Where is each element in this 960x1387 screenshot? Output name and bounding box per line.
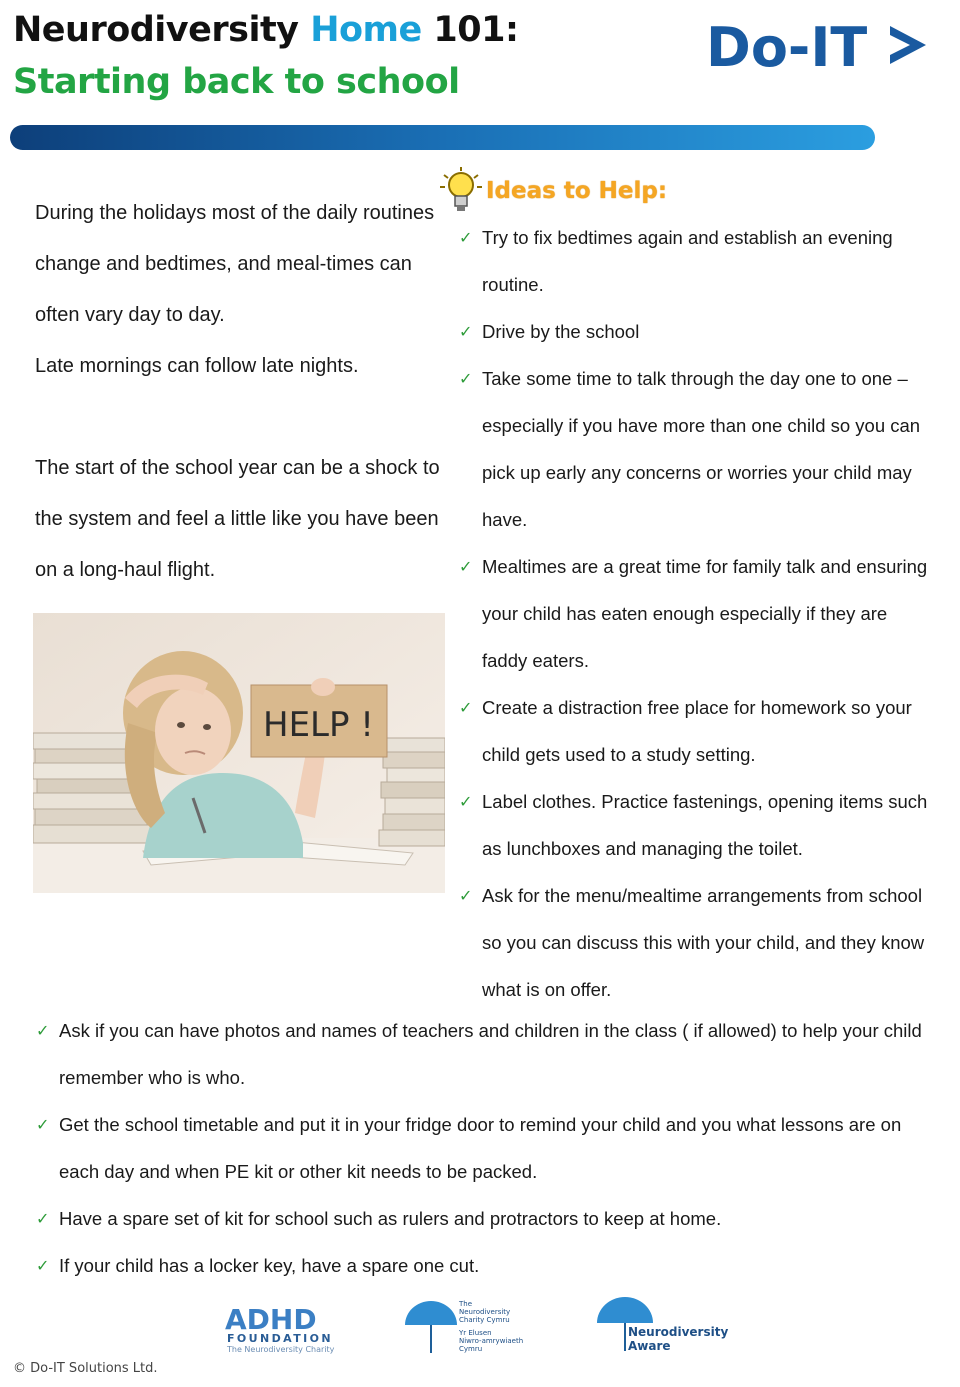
checkmark-icon: ✓ [459, 228, 473, 247]
checkmark-icon: ✓ [459, 886, 473, 905]
ideas-list-right [459, 214, 929, 1013]
tip-item [36, 1195, 926, 1242]
partner-logos [225, 1295, 735, 1365]
tip-text: Get the school timetable and put it in your fridge door to remind your child and you what lessons are on each day and when PE kit or other kit needs to be packed. [59, 1114, 902, 1182]
intro-para-2: Late mornings can follow late nights. [35, 355, 359, 377]
tip-text: Take some time to talk through the day one to one – especially if you have more than one child so you can pick up early any concerns or worries your child may have. [482, 368, 921, 530]
book-stack-right [379, 738, 445, 846]
checkmark-icon: ✓ [459, 698, 473, 717]
checkmark-icon: ✓ [36, 1021, 50, 1040]
header-divider-bar [10, 125, 875, 150]
cymru-line3: Charity Cymru [459, 1316, 510, 1324]
checkmark-icon: ✓ [36, 1209, 50, 1228]
tip-item [36, 1242, 926, 1289]
cymru-line6: Cymru [459, 1345, 483, 1353]
title-part2: 101: [421, 10, 519, 50]
page-subtitle: Starting back to school [13, 62, 460, 102]
cymru-line5: Niwro-amrywiaeth [459, 1337, 524, 1345]
ideas-list-bottom [36, 1007, 926, 1289]
girl-with-help-sign-photo [33, 613, 445, 893]
copyright-notice: © Do-IT Solutions Ltd. [13, 1361, 158, 1376]
title-part1: Neurodiversity [13, 10, 311, 50]
adhd-logo-sub1: FOUNDATION [227, 1332, 333, 1345]
photo-illustration [33, 613, 445, 893]
aware-line1: Neurodiversity [628, 1325, 729, 1339]
checkmark-icon: ✓ [36, 1256, 50, 1275]
logo-text: Do-IT [706, 16, 868, 74]
checkmark-icon: ✓ [36, 1115, 50, 1134]
lightbulb-icon [436, 165, 486, 215]
tip-item [459, 872, 929, 1013]
aware-line2: Aware [628, 1339, 671, 1353]
tip-text: Ask for the menu/mealtime arrangements from school so you can discuss this with your child, and they know what is on offer. [482, 885, 925, 1000]
ideas-title: Ideas to Help: [486, 178, 668, 204]
checkmark-icon: ✓ [459, 369, 473, 388]
adhd-logo-name: ADHD [225, 1303, 317, 1336]
intro-para-3: The start of the school year can be a shock to the system and feel a little like you have been on a long-haul flight. [35, 457, 440, 581]
neurodiversity-aware-logo [597, 1297, 728, 1353]
intro-para-1: During the holidays most of the daily routines change and bedtimes, and meal-times can often vary day to day. [35, 202, 435, 326]
page-title [13, 8, 518, 52]
tip-item [459, 684, 929, 778]
tip-text: Ask if you can have photos and names of teachers and children in the class ( if allowed) to help your child remember who is who. [59, 1020, 922, 1088]
tip-item [459, 355, 929, 543]
adhd-logo-sub2: The Neurodiversity Charity [227, 1345, 335, 1354]
help-sign-text: HELP ! [263, 705, 374, 745]
adhd-foundation-logo [225, 1303, 335, 1354]
partner-logos-graphic [225, 1295, 735, 1365]
tip-text: Try to fix bedtimes again and establish an evening routine. [482, 227, 893, 295]
tip-text: Have a spare set of kit for school such as rulers and protractors to keep at home. [59, 1208, 722, 1229]
tip-item [36, 1101, 926, 1195]
do-it-logo-mark [706, 16, 931, 74]
cymru-line1: The [459, 1300, 473, 1308]
do-it-logo [706, 16, 931, 74]
neurodiversity-cymru-logo [405, 1300, 523, 1353]
checkmark-icon: ✓ [459, 792, 473, 811]
tip-text: Label clothes. Practice fastenings, opening items such as lunchboxes and managing the toilet. [482, 791, 928, 859]
cymru-line4: Yr Elusen [459, 1329, 492, 1337]
tip-item [36, 1007, 926, 1101]
checkmark-icon: ✓ [459, 557, 473, 576]
tip-item [459, 214, 929, 308]
tip-item [459, 543, 929, 684]
tip-text: Create a distraction free place for homework so your child gets used to a study setting. [482, 697, 912, 765]
tip-item [459, 308, 929, 355]
tip-item [459, 778, 929, 872]
tip-text: Drive by the school [482, 321, 640, 342]
intro-spacer [35, 392, 450, 443]
logo-chevron-icon [890, 26, 926, 64]
help-sign [251, 685, 387, 757]
title-accent: Home [310, 10, 422, 50]
intro-text [35, 188, 450, 596]
tip-text: If your child has a locker key, have a spare one cut. [59, 1255, 480, 1276]
tip-text: Mealtimes are a great time for family talk and ensuring your child has eaten enough especially if they are faddy eaters. [482, 556, 928, 671]
cymru-line2: Neurodiversity [459, 1308, 511, 1316]
checkmark-icon: ✓ [459, 322, 473, 341]
